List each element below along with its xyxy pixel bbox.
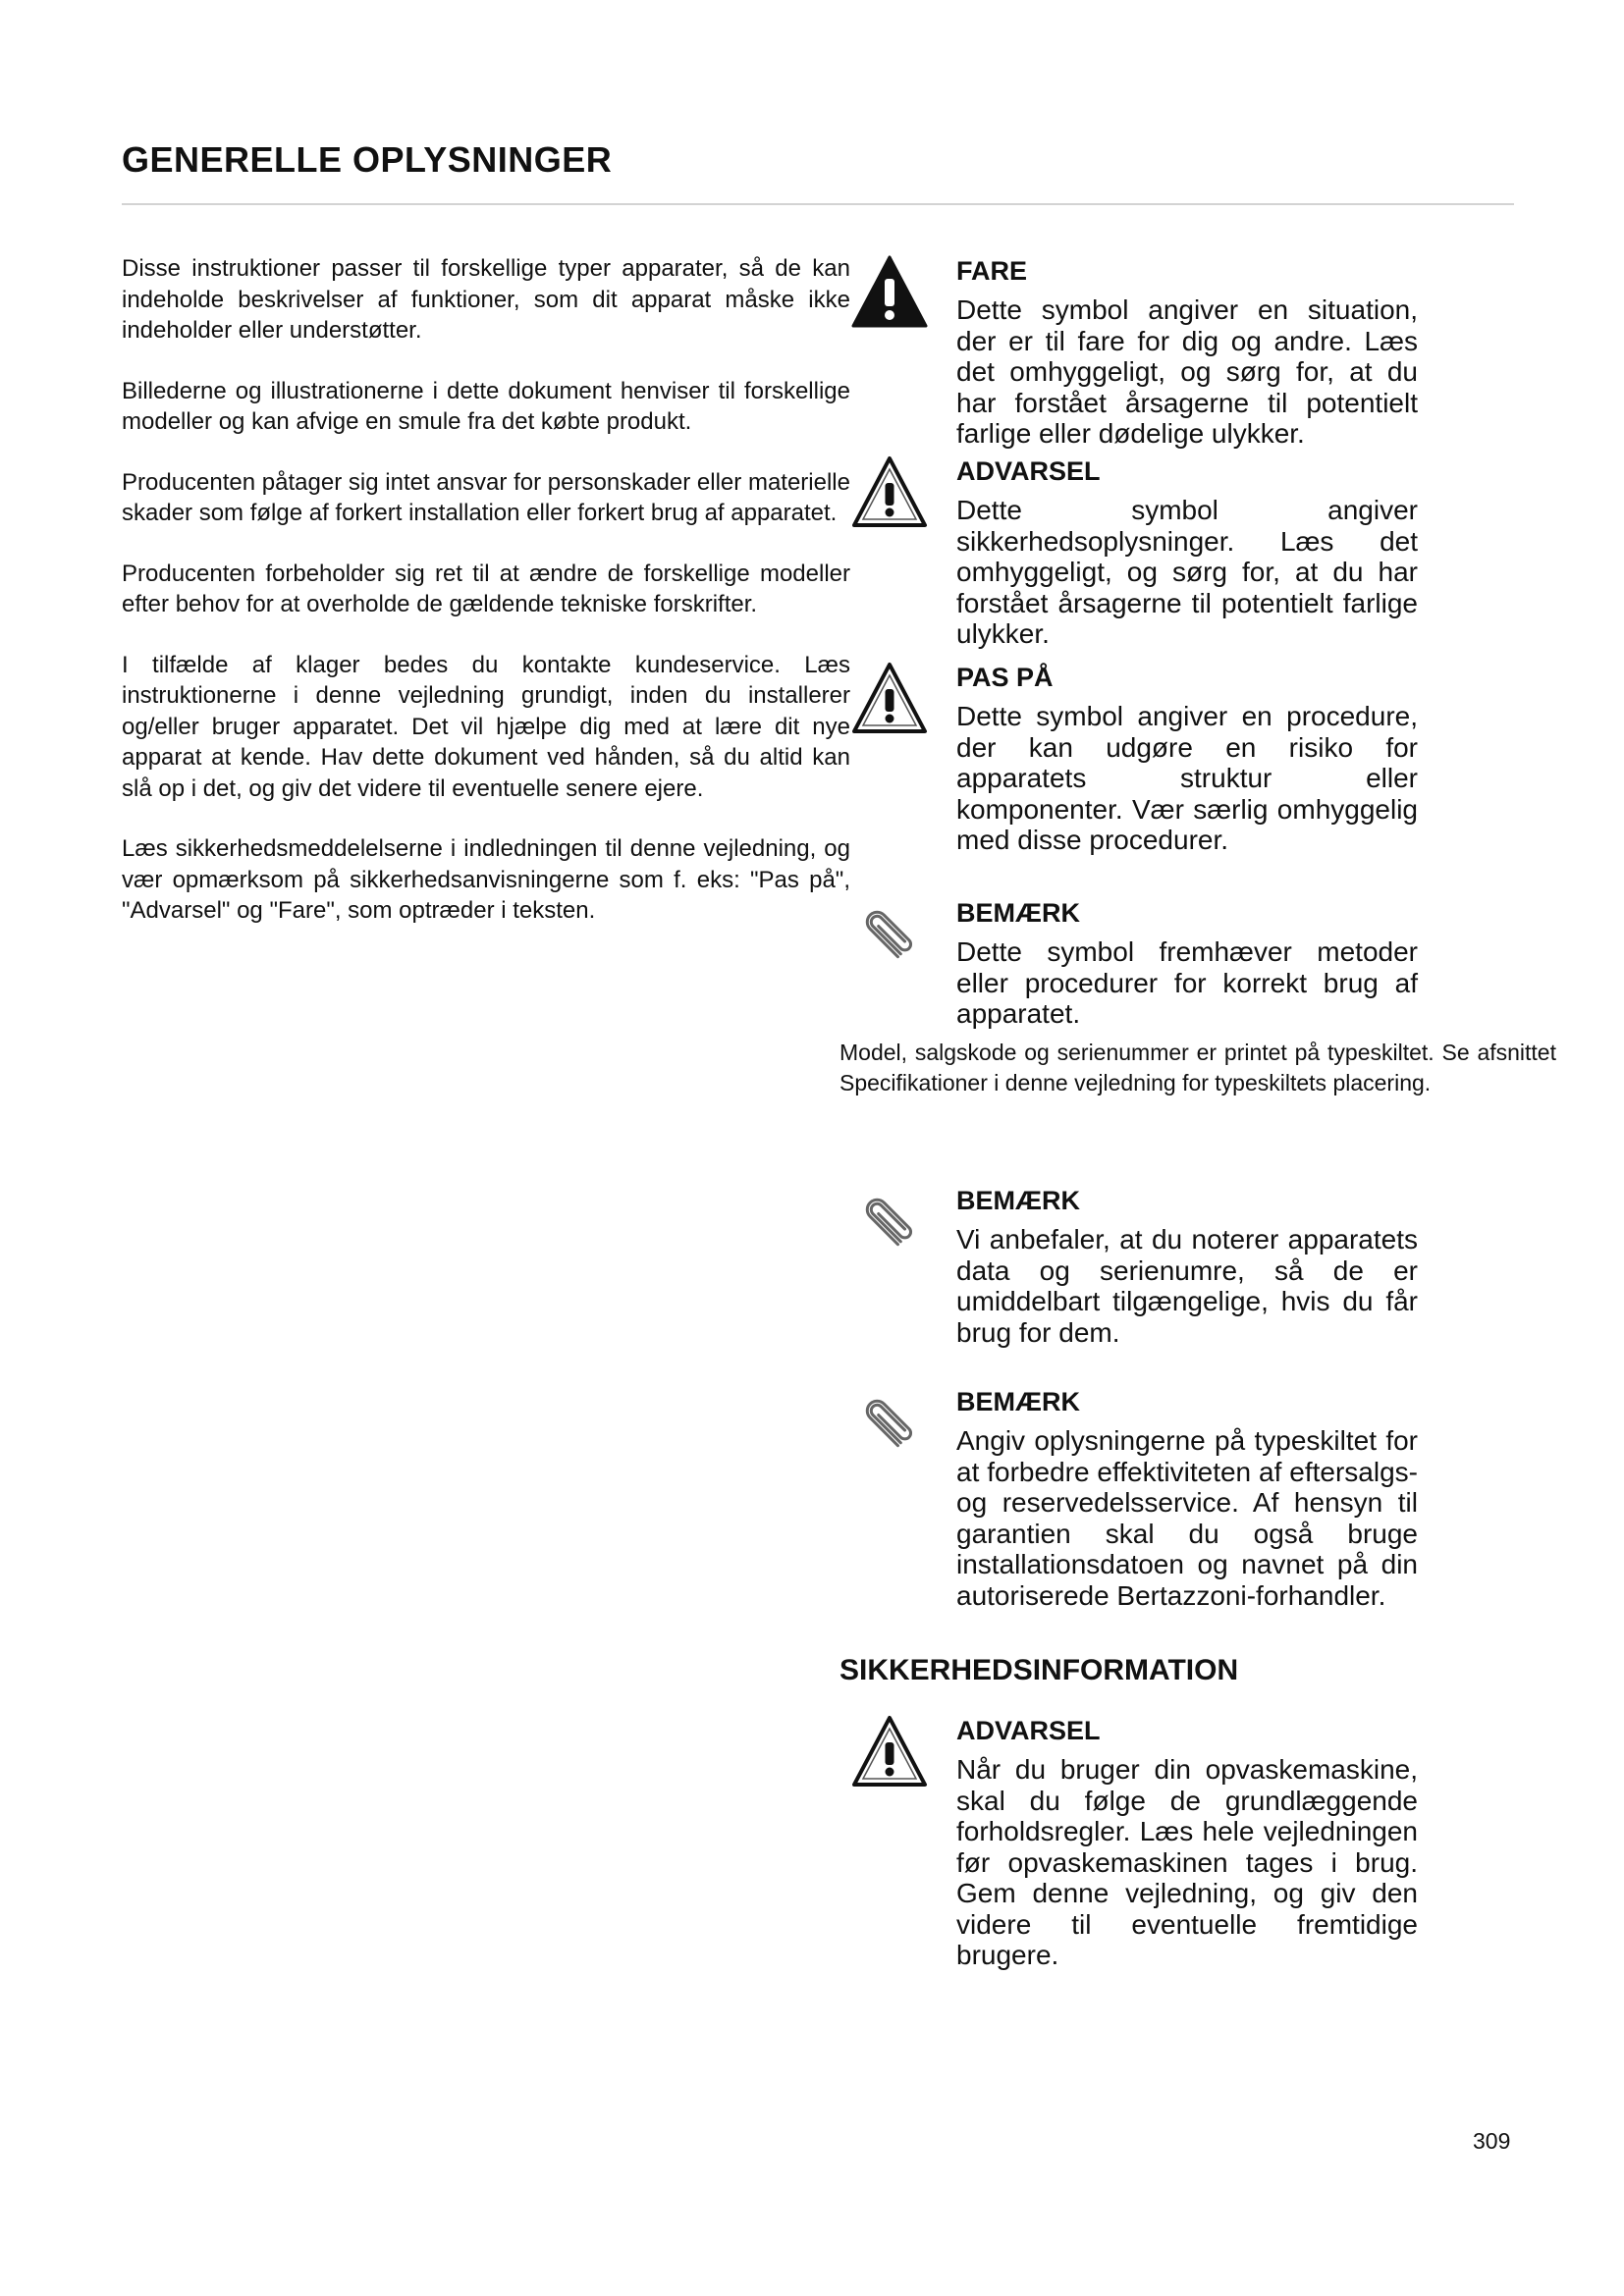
- notice-note: [850, 1384, 1557, 1611]
- safety-section-heading: SIKKERHEDSINFORMATION: [839, 1654, 1239, 1686]
- intro-paragraph: Læs sikkerhedsmeddelelserne i indledningen til denne vejledning, og vær opmærksom på sikkerhedsanvisningerne som f. eks: "Pas på", "Advarsel" og "Fare", som optræder i teksten.: [122, 835, 850, 924]
- notice-title: BEMÆRK: [956, 1186, 1080, 1215]
- notice-body: Når du bruger din opvaskemaskine, skal du følge de grundlæggende forholdsregler. Læs hele vejledningen før opvaskemaskinen tages i brug. Gem denne vejledning, og giv den videre til eventuelle fremtidige brugere.: [956, 1754, 1418, 1970]
- intro-paragraph: I tilfælde af klager bedes du kontakte kundeservice. Læs instruktionerne i denne vejledning grundigt, inden du installerer og/eller bruger apparatet. Det vil hjælpe dig med at lære dit nye apparat at kende. Hav dette dokument ved hånden, så du altid kan slå op i det, og giv det videre til eventuelle senere ejere.: [122, 651, 850, 802]
- notice-warning-safety: [850, 1713, 1557, 1971]
- notice-body: Dette symbol angiver en procedure, der kan udgøre en risiko for apparatets struktur eller komponenter. Vær særlig omhyggelig med disse procedurer.: [956, 701, 1418, 855]
- warning-triangle-icon: [850, 454, 929, 532]
- notice-body: Dette symbol angiver sikkerhedsoplysninger. Læs det omhyggeligt, og sørg for, at du har forstået årsagerne til potentielt farlige ulykker.: [956, 495, 1418, 649]
- notice-title: FARE: [956, 256, 1028, 286]
- intro-paragraph: Disse instruktioner passer til forskellige typer apparater, så de kan indeholde beskrivelser af funktioner, som dit apparat måske ikke indeholder eller understøtter.: [122, 255, 850, 344]
- page-title: GENERELLE OPLYSNINGER: [122, 139, 613, 180]
- intro-paragraph: Billederne og illustrationerne i dette dokument henviser til forskellige modeller og kan afvige en smule fra det købte produkt.: [122, 377, 850, 435]
- notice-title: BEMÆRK: [956, 1387, 1080, 1416]
- paperclip-icon: [850, 1384, 929, 1463]
- intro-paragraph: Producenten påtager sig intet ansvar for personskader eller materielle skader som følge af forkert installation eller forkert brug af apparatet.: [122, 468, 850, 526]
- model-info-note: Model, salgskode og serienummer er printet på typeskiltet. Se afsnittet Specifikationer i denne vejledning for typeskiltets placering.: [839, 1040, 1556, 1095]
- notice-warning: [850, 454, 1557, 650]
- title-divider: [122, 203, 1514, 205]
- danger-filled-triangle-icon: [850, 253, 929, 332]
- notice-note: [850, 1183, 1557, 1348]
- notice-body: Dette symbol angiver en situation, der er til fare for dig og andre. Læs det omhyggeligt, og sørg for, at du har forstået årsagerne til potentielt farlige eller dødelige ulykker.: [956, 294, 1418, 449]
- warning-triangle-icon: [850, 1713, 929, 1791]
- notice-body: Angiv oplysningerne på typeskiltet for at forbedre effektiviteten af eftersalgs- og reservedelsservice. Af hensyn til garantien skal du også bruge installationsdatoen og navnet på din autoriserede Bertazzoni-forhandler.: [956, 1425, 1418, 1611]
- notice-title: ADVARSEL: [956, 456, 1101, 486]
- notice-title: BEMÆRK: [956, 898, 1080, 928]
- notice-caution: [850, 660, 1557, 856]
- paperclip-icon: [850, 1183, 929, 1261]
- intro-paragraph: Producenten forbeholder sig ret til at ændre de forskellige modeller efter behov for at overholde de gældende tekniske forskrifter.: [122, 560, 850, 617]
- notice-title: PAS PÅ: [956, 663, 1054, 692]
- paperclip-icon: [850, 895, 929, 974]
- notice-note: [850, 895, 1557, 1030]
- notice-title: ADVARSEL: [956, 1716, 1101, 1745]
- notice-body: Vi anbefaler, at du noterer apparatets data og serienumre, så de er umiddelbart tilgængelige, hvis du får brug for dem.: [956, 1224, 1418, 1348]
- general-info-column: [122, 253, 850, 956]
- notice-danger: [850, 253, 1557, 450]
- page-number: 309: [1473, 2128, 1511, 2154]
- caution-triangle-icon: [850, 660, 929, 738]
- notice-body: Dette symbol fremhæver metoder eller procedurer for korrekt brug af apparatet.: [956, 936, 1418, 1029]
